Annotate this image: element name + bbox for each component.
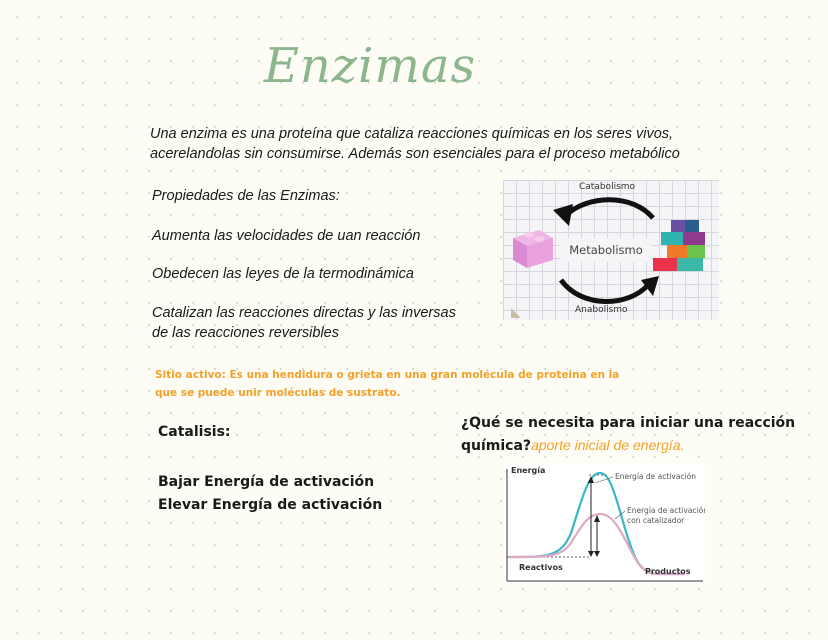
anabolism-label: Anabolismo [575,305,628,315]
reactants-label: Reactivos [519,563,563,572]
catalyzed-energy-label-2: con catalizador [627,516,685,525]
energy-diagram [505,463,705,583]
catalyzed-arrowhead-up [594,515,600,522]
property-item: Aumenta las velocidades de uan reacción [152,228,421,244]
property-item: de las reacciones reversibles [152,325,339,341]
stacked-blocks-icon [653,220,705,271]
metabolism-figure [503,180,719,320]
active-site-line-1: Sitio activo: Es una hendidura o grieta en una gran molécula de proteina en la [155,369,620,381]
active-site-note [155,366,625,402]
property-item: Catalizan las reacciones directas y las inversas [152,305,456,321]
activation-energy-label: Energía de activación [615,472,696,481]
properties-heading: Propiedades de las Enzimas: [152,188,340,204]
intro-paragraph [150,124,710,164]
pink-block-icon [513,230,553,268]
question-line-2: química? [461,438,532,454]
catabolism-arrow [565,200,653,218]
catalyzed-arrowhead-down [594,551,600,557]
corner-mark [511,308,521,318]
energy-diagram-svg [505,463,705,583]
active-site-line-2: que se puede unir moléculas de sustrato. [155,387,401,399]
catalysis-item: Elevar Energía de activación [158,497,383,513]
question-line-1: ¿Qué se necesita para iniciar una reacción [461,415,796,431]
question-block [461,412,821,457]
catalyzed-energy-label-1: Energía de activación [627,506,705,515]
page-title: Enzimas [263,38,477,94]
products-label: Productos [645,567,691,576]
activation-arrowhead-down [588,551,594,557]
intro-line-2: acerelandolas sin consumirse. Además son esenciales para el proceso metabólico [150,146,680,162]
anabolism-arrow [561,280,649,302]
question-answer: aporte inicial de energía. [531,437,685,453]
catalysis-heading: Catalisis: [158,424,231,440]
energy-y-label: Energía [511,466,546,475]
catabolism-arrowhead [553,204,573,226]
catalysis-item: Bajar Energía de activación [158,474,375,490]
metabolism-label: Metabolismo [561,238,651,262]
intro-line-1: Una enzima es una proteína que cataliza reacciones químicas en los seres vivos, [150,126,674,142]
catabolism-label: Catabolismo [579,182,636,192]
property-item: Obedecen las leyes de la termodinámica [152,266,414,282]
catalysis-list [158,471,382,517]
